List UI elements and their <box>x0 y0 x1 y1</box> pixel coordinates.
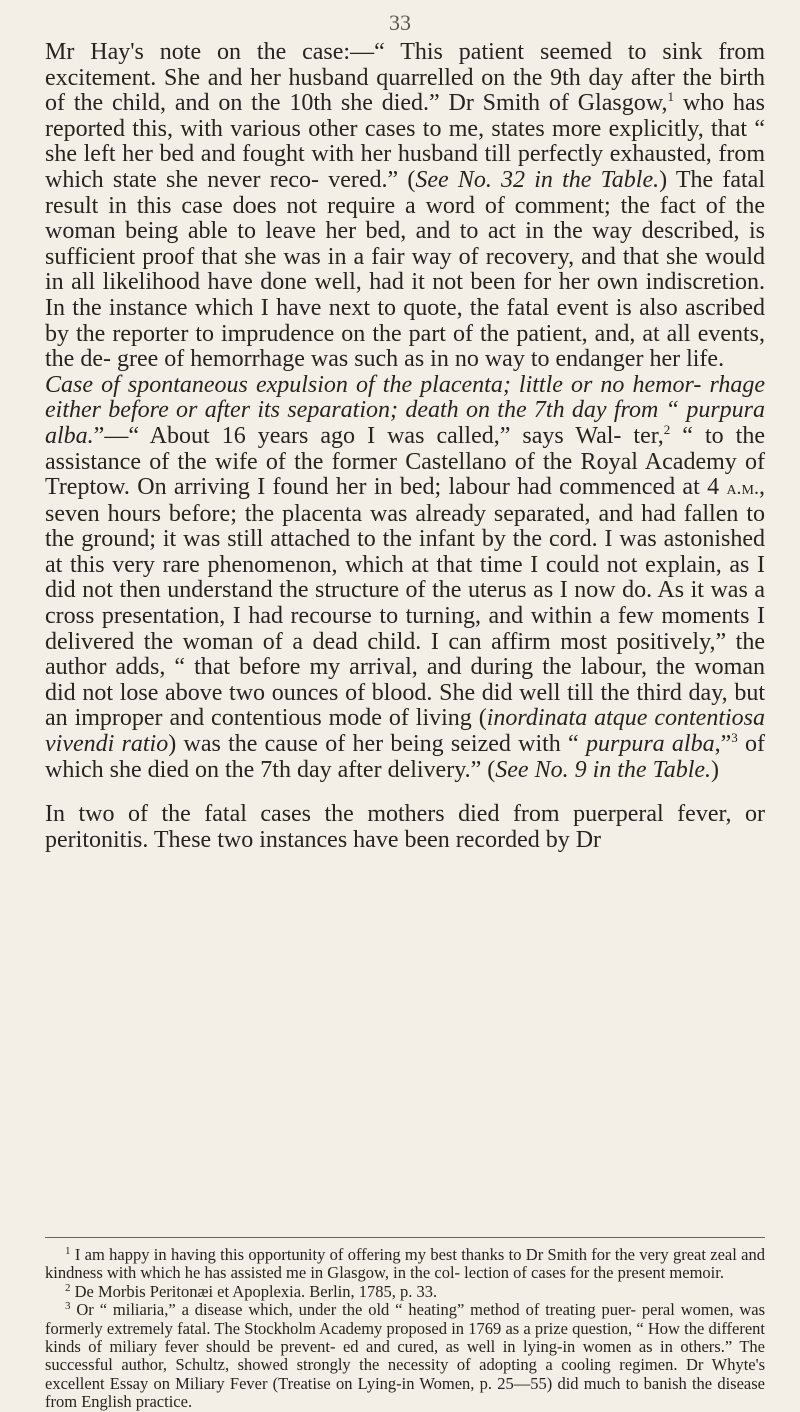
footnote-text: I am happy in having this opportunity of offering my best thanks to Dr Smith for the very great zeal and kindness with which he has assisted me in Glasgow, in the col- lection of cases for the present memoir. <box>45 1245 765 1283</box>
footnote-mark: 1 <box>65 1245 71 1257</box>
paragraph-hay-case <box>45 40 765 373</box>
text-span: , seven hours before; the placenta was already separated, and had fallen to the ground; it was still attached to the infant by the cord. I was astonished at this very rare phenomenon, which at that time I could not explain, as I did not then understand the structure of the uterus as I now do. As it was a cross presentation, I had recourse to turning, and within a few moments I delivered the woman of a dead child. I can affirm most positively,” the author adds, “ that before my arrival, and during the labour, the woman did not lose above two ounces of blood. She did well till the third day, but an improper and contentious mode of living ( <box>45 474 765 732</box>
footnote-ref-2: 2 <box>663 421 671 437</box>
body-text <box>45 40 765 853</box>
text-span: Mr Hay's note on the case:—“ This patient seemed to sink from excitement. She and her husband quarrelled on the 9th day after the birth of the child, and on the 10th she died.” Dr Smith of Glasgow, <box>45 39 765 117</box>
footnote-mark: 2 <box>65 1281 71 1294</box>
table-reference: See No. 32 in the Table. <box>415 166 660 193</box>
footnote-ref-1: 1 <box>667 89 674 105</box>
footnote-ref-3: 3 <box>731 730 738 746</box>
text-span: ,” <box>714 731 732 758</box>
footnote-text: De Morbis Peritonæi et Apoplexia. Berlin, 1785, p. 33. <box>70 1281 438 1301</box>
paragraph-gap <box>45 783 765 802</box>
footnote-text: Or “ miliaria,” a disease which, under the old “ heating” method of treating puer- peral women, was formerly extremely fatal. The Stockholm Academy proposed in 1769 as a prize question, “ How the different kinds of miliary fever should be prevent- ed and cured, as well in lying-in women as in others.” The successful author, Schultz, showed strongly the necessity of adopting a cooling regimen. Dr Whyte's excellent Essay on Miliary Fever (Treatise on Lying-in Women, p. 25—55) did much to banish the disease from English practice. <box>45 1300 765 1412</box>
paragraph-walter-case <box>45 373 765 784</box>
case-title: Case of spontaneous expulsion of the placenta; little or no hemor- rhage either before or after its separation; death on the 7th day from “ purpura alba. <box>45 371 765 449</box>
latin-phrase: inordinata atque contentiosa vivendi ratio <box>45 705 766 758</box>
time-abbreviation: a.m. <box>726 477 759 500</box>
text-span: ”—“ About 16 years ago I was called,” says Wal- ter, <box>93 422 664 449</box>
footnote-mark: 3 <box>65 1300 71 1313</box>
footnotes <box>45 1246 765 1412</box>
footnote-divider <box>45 1237 765 1238</box>
text-span: “ to the assistance of the wife of the former Castellano of the Royal Academy of Treptow. On arriving I found her in bed; labour had commenced at 4 <box>45 422 766 501</box>
paragraph-puerperal-fever: In two of the fatal cases the mothers died from puerperal fever, or peritonitis. These two instances have been recorded by Dr <box>45 801 765 853</box>
table-reference: See No. 9 in the Table. <box>495 756 712 783</box>
text-span: ) The fatal result in this case does not require a word of comment; the fact of the woman being able to leave her bed, and to act in the way described, is sufficient proof that she was in a fair way of recovery, and that she would in all likelihood have done well, had it not been for her own indiscretion. In the instance which I have next to quote, the fatal event is also ascribed by the reporter to imprudence on the part of the patient, and, at all events, the de- gree of hemorrhage was such as in no way to endanger her life. <box>45 166 766 373</box>
footnote-2 <box>45 1283 765 1301</box>
page-number: 33 <box>389 10 411 35</box>
text-span: ) <box>711 756 720 783</box>
text-span: who has reported this, with various other cases to me, states more explicitly, that “ she left her bed and fought with her husband till perfectly exhausted, from which state she never reco- vered.” ( <box>45 90 765 193</box>
text-span: ) was the cause of her being seized with “ <box>168 731 586 758</box>
text-span: of which she died on the 7th day after delivery.” ( <box>45 731 765 783</box>
footnote-1 <box>45 1246 765 1283</box>
disease-term: purpura alba <box>585 731 715 758</box>
footnote-3 <box>45 1301 765 1411</box>
